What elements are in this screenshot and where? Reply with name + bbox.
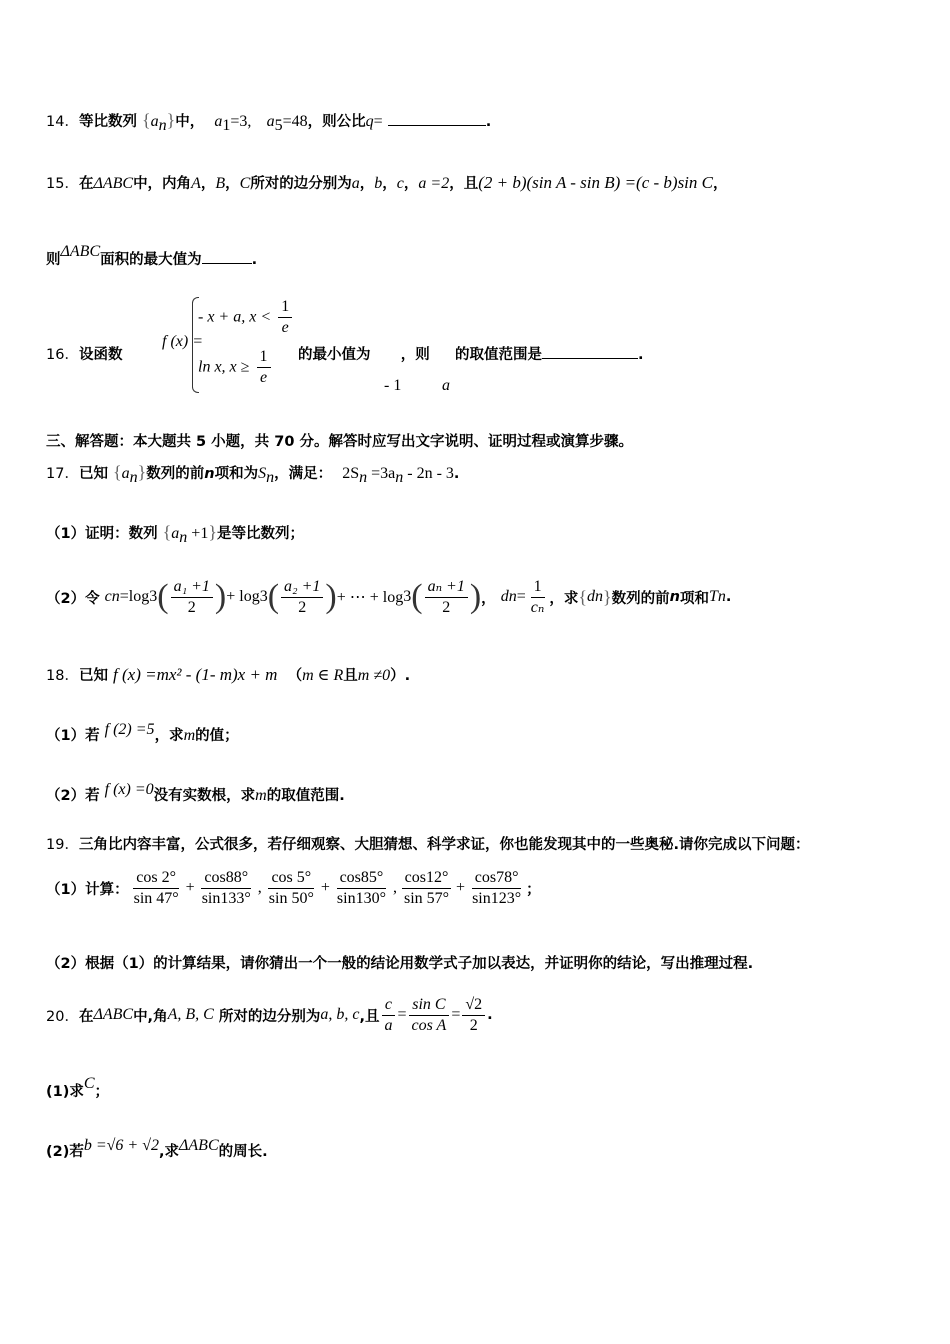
q19-line: 19．三角比内容丰富，公式很多，若仔细观察、大胆猜想、科学求证，你也能发现其中的一些奥秘.请你完成以下问题： [46, 837, 810, 853]
q16-case-2: ln x, x ≥ [198, 358, 250, 376]
q18-number: 18． [46, 668, 79, 684]
q15-condition: (2 + b)(sin A - sin B) =(c - b)sin C [478, 173, 713, 192]
q15-triangle: ΔABC [93, 175, 134, 192]
q18-part-2: （2）若 f (x) =0没有实数根，求m的取值范围. [46, 781, 345, 804]
q15-number: 15． [46, 176, 79, 192]
q17-line: 17．已知 $\{a_n\}$数列的前n项和为$S_n$，满足： $2S_n =3a_n - 2n - 3$. [46, 462, 460, 486]
q17-part-1: （1）证明：数列 $\{a_n +1\}$是等比数列； [46, 522, 304, 546]
q14-line: 14．等比数列 $\{a_n\}$中， $a_1=3$, $a_5=48$，则公比q= . [46, 110, 492, 134]
q16-answer-blank[interactable] [542, 357, 638, 359]
q18-formula: f (x) =mx² - (1- m)x + m [113, 665, 278, 684]
q20-part-2: (2)若b =√6 + √2,求ΔABC的周长. [46, 1137, 268, 1160]
section-3-title: 三、解答题：本大题共 5 小题，共 70 分。解答时应写出文字说明、证明过程或演算步骤。 [46, 434, 633, 450]
q19-fraction: $\frac{\cos 88^\circ}{\sin 133^\circ}$ [201, 868, 251, 907]
q18-part-1: （1）若 f (2) =5，求m的值； [46, 721, 239, 744]
q16-min-value: - 1 [384, 377, 402, 394]
q15-answer-blank[interactable] [202, 262, 252, 264]
q17-formula: 2S [342, 465, 360, 482]
q20-part-1: (1)求C； [46, 1075, 110, 1100]
q17-part-2: （2）令 c n =log 3 ( $\frac{\text{a₁ +1}}{2}$ ) + log 3 ( $\frac{\text{a₂ +1}}{2}$ ) + ⋯ + log 3 ( $\frac{\text{aₙ +1}}{2}$ ) ， d n = $\frac{1}{\text{cₙ}}$ ，求 { d n } 数列的前 n 项和 T n . [46, 577, 732, 616]
q20-line: 20． 在 ΔABC 中,角 A, B, C 所对的边分别为 a, b, c ,且 $\frac{c}{a}$ = $\frac{\text{sin C}}{\text{cos A}}$ = $\frac{√2}{2}$ . [46, 995, 493, 1034]
q19-fraction: $\frac{\cos 2^\circ}{\sin 47^\circ}$ [133, 868, 179, 907]
q17-number: 17． [46, 466, 79, 482]
q16-number: 16． [46, 347, 79, 363]
q19-terms: $\frac{\cos 2^\circ}{\sin 47^\circ}$ + $\frac{\cos 88^\circ}{\sin 133^\circ}$ , $\frac{\cos 5^\circ}{\sin 50^\circ}$ + $\frac{\cos 85^\circ}{\sin 130^\circ}$ , $\frac{\cos 12^\circ}{\sin 57^\circ}$ + $\frac{\cos 78^\circ}{\sin 123^\circ}$ [129, 868, 527, 909]
q19-fraction: $\frac{\cos 78^\circ}{\sin 123^\circ}$ [472, 868, 522, 907]
q19-part-1: （1）计算： $\frac{\cos 2^\circ}{\sin 47^\circ}$ + $\frac{\cos 88^\circ}{\sin 133^\circ}$ , $\frac{\cos 5^\circ}{\sin 50^\circ}$ + $\frac{\cos 85^\circ}{\sin 130^\circ}$ , $\frac{\cos 12^\circ}{\sin 57^\circ}$ + $\frac{\cos 78^\circ}{\sin 123^\circ}$ ； [46, 868, 541, 907]
q16-function: f (x) = [162, 333, 203, 350]
q14-number: 14． [46, 114, 79, 130]
q15-line-1: 15．在ΔABC中，内角A，B，C所对的边分别为a，b，c，a =2，且(2 + b)(sin A - sin B) =(c - b)sin C， [46, 173, 728, 192]
q19-part-2: （2）根据（1）的计算结果，请你猜出一个一般的结论用数学式子加以表达，并证明你的结论，写出推理过程. [46, 956, 754, 972]
q14-text-3: ，则公比 [307, 114, 366, 130]
q19-number: 19． [46, 837, 79, 853]
q19-fraction: $\frac{\cos 85^\circ}{\sin 130^\circ}$ [336, 868, 386, 907]
q16-variable: a [442, 377, 450, 394]
q20-number: 20． [46, 1008, 79, 1025]
q14-seq: a [150, 113, 159, 130]
q19-fraction: $\frac{\cos 12^\circ}{\sin 57^\circ}$ [401, 868, 452, 909]
q15-line-2: 则ΔABC面积的最大值为 . [46, 243, 258, 268]
q18-line: 18．已知 f (x) =mx² - (1- m)x + m （m ∈ R且m ≠0）. [46, 665, 411, 684]
q14-text-1: 等比数列 [78, 114, 137, 130]
q14-answer-blank[interactable] [388, 124, 486, 126]
q14-text-2: 中， [175, 114, 205, 130]
q16-case-1: - x + a, x < [198, 308, 272, 326]
q19-fraction: $\frac{\cos 5^\circ}{\sin 50^\circ}$ [268, 868, 314, 907]
